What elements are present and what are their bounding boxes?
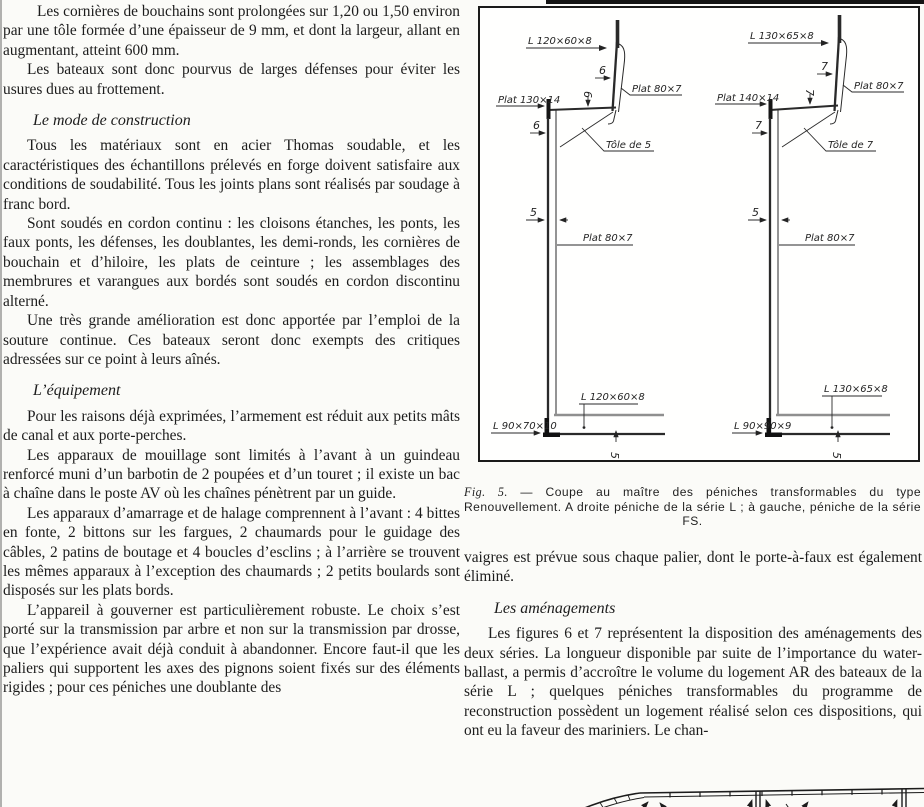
figure6-partial-drawing — [540, 778, 924, 807]
section-heading-mode-construction: Le mode de construction — [33, 112, 191, 130]
label-ceinture-plat: Plat 130×14 — [498, 95, 561, 106]
paragraph: Les apparaux d’amarrage et de halage comprennent à l’avant : 4 bittes en fonte, 2 bittons sur les fargues, 2 chaumards pour le guidage des câbles, 2 patins de boutage et 4 boucles d’esclins ; à l’arrière se trouvent les mêmes apparaux à l’exception des chaumards ; 2 petits boulards sont disposés sur les plats bords. — [3, 504, 460, 600]
midship-section-diagram — [480, 8, 918, 460]
dim-side-thickness: 5 — [752, 206, 759, 219]
section-heading-equipement: L’équipement — [33, 382, 121, 400]
label-ceinture-plat: Plat 140×14 — [717, 93, 780, 104]
label-top-angle: L 130×65×8 — [750, 31, 814, 42]
paragraph: Pour les raisons déjà exprimées, l’armement est réduit aux petits mâts de canal et aux porte-perches. — [3, 407, 460, 445]
paragraph: L’appareil à gouverner est particulièrement robuste. Le choix s’est porté sur la transmission par arbre et non sur la transmission par drosse, que l’expérience avait déjà conduit à abandonner. Encore faut-il que les paliers qui supportent les axes des pignons soient fixés sur des éléments rigides ; pour ces péniches une doublante des — [3, 601, 460, 697]
scan-top-band-artifact — [546, 0, 924, 4]
section-heading-amenagements: Les aménagements — [494, 599, 616, 617]
label-tole: Tôle de 7 — [828, 140, 874, 151]
section-serie-l — [715, 15, 904, 459]
section-serie-fs — [491, 20, 682, 459]
label-bilge-angle: L 120×60×8 — [581, 392, 645, 403]
dim-gunwale-thickness: 7 — [821, 60, 828, 73]
paragraph: Une très grande amélioration est donc apportée par l’emploi de la souture continue. Ces bateaux seront donc exempts des critiques adressées sur ce point à leurs aînés. — [3, 312, 460, 368]
right-column — [464, 548, 922, 741]
label-gunwale-plat: Plat 80×7 — [632, 84, 682, 95]
dim-gunwale-thickness: 6 — [599, 64, 606, 77]
paragraph: Les apparaux de mouillage sont limités à l’avant à un guindeau renforcé muni d’un barbotin de 2 poupées et d’un touret ; il existe un bac à chaîne dans le poste AV où les chaînes pénètrent par un guide. — [3, 446, 460, 503]
dim-deck-thickness: 6 — [581, 91, 594, 98]
label-side-plat: Plat 80×7 — [805, 233, 855, 244]
dim-bottom-thickness: 5 — [608, 452, 621, 459]
label-top-angle: L 120×60×8 — [528, 36, 592, 47]
label-corner-angle: L 90×70×10 — [493, 421, 557, 432]
scan-edge-artifact — [0, 0, 2, 807]
figure5-drawing — [478, 6, 920, 462]
paragraph: Tous les matériaux sont en acier Thomas soudable, et les caractéristiques des échantillons prélevés en forge doivent satisfaire aux conditions de soudabilité. Tous les joints plans sont réalisés par soudage à franc bord. — [3, 137, 460, 213]
label-side-plat: Plat 80×7 — [583, 233, 633, 244]
paragraph: vaigres est prévue sous chaque palier, dont le porte-à-faux est également éliminé. — [464, 549, 922, 586]
label-corner-angle: L 90×90×9 — [734, 421, 792, 432]
paragraph: Les figures 6 et 7 représentent la disposition des aménagements des deux séries. La longueur disponible par suite de l’importance du water-ballast, a permis d’accroître le volume du logement AR des bateaux de la série L ; quelques péniches transformables du programme de reconstruction possèdent un logement réalisé selon ces dispositions, qui ont eu la faveur des mariniers. Le chan- — [464, 625, 922, 740]
dim-side-top-thickness: 7 — [755, 119, 762, 132]
label-tole: Tôle de 5 — [606, 140, 652, 151]
left-column — [3, 2, 460, 698]
label-bilge-angle: L 130×65×8 — [824, 384, 888, 395]
figure5-caption — [464, 485, 921, 529]
dim-bottom-thickness: 5 — [830, 452, 843, 459]
figure5-caption-text: — Coupe au maître des péniches transformables du type Renouvellement. A droite péniche de la série L ; à gauche, péniche de la série FS. — [464, 485, 922, 529]
dim-side-thickness: 5 — [530, 206, 537, 219]
paragraph: Sont soudés en cordon continu : les cloisons étanches, les ponts, les faux ponts, les défenses, les doublantes, les demi-ronds, les cornières de bouchain et d’hiloire, les plats de ceinture ; les assemblages des membrures et varangues aux bordés sont soudés en cordon discontinu alterné. — [3, 215, 460, 310]
hull-profile-diagram — [540, 778, 924, 807]
dim-side-top-thickness: 6 — [533, 119, 540, 132]
paragraph: Les cornières de bouchains sont prolongées sur 1,20 ou 1,50 environ par une tôle formée d’une épaisseur de 9 mm, et dont la largeur, allant en augmentant, atteint 600 mm. — [3, 3, 460, 59]
label-gunwale-plat: Plat 80×7 — [854, 81, 904, 92]
figure5-caption-number: Fig. 5. — [464, 485, 508, 499]
dim-deck-thickness: 7 — [803, 89, 816, 96]
paragraph: Les bateaux sont donc pourvus de larges défenses pour éviter les usures dues au frottement. — [3, 61, 460, 98]
